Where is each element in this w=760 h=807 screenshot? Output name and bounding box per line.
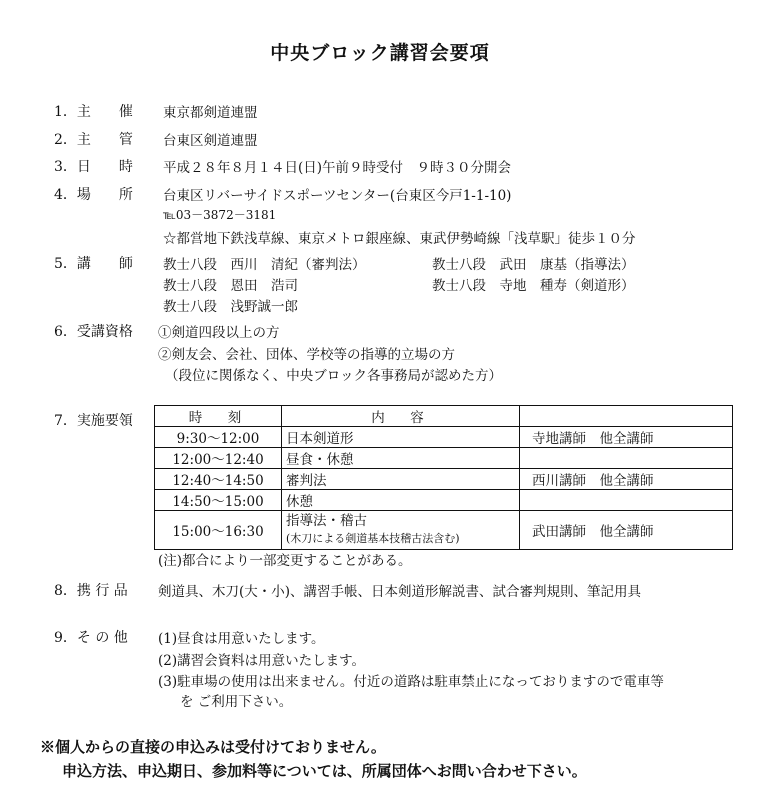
other-1: (1)昼食は用意いたします。	[158, 631, 325, 647]
other-4: を ご利用下さい。	[180, 694, 293, 710]
qualification-2: ②剣友会、会社、団体、学校等の指導的立場の方	[158, 347, 455, 363]
header-teacher	[520, 406, 733, 427]
row-teacher: 寺地講師 他全講師	[520, 427, 733, 448]
row-teacher: 西川講師 他全講師	[520, 469, 733, 490]
table-row	[155, 448, 733, 469]
other-label: 9．そ の 他	[54, 630, 128, 646]
instructor-terachi: 教士八段 寺地 種寿（剣道形）	[432, 278, 635, 294]
row-content: 昼食・休憩	[282, 448, 520, 469]
instructors-label: 5．講 師	[54, 256, 133, 272]
other-3: (3)駐車場の使用は出来ません。付近の道路は駐車禁止になっておりますので電車等	[158, 674, 664, 690]
belongings-label: 8．携 行 品	[54, 583, 128, 599]
other-2: (2)講習会資料は用意いたします。	[158, 653, 366, 669]
instructor-nishikawa: 教士八段 西川 清紀（審判法）	[163, 257, 366, 273]
notice-line-2: 申込方法、申込期日、参加料等については、所属団体へお問い合わせ下さい。	[62, 762, 587, 780]
date-label: 3．日 時	[54, 159, 133, 175]
table-header-row	[155, 406, 733, 427]
sponsor-value: 東京都剣道連盟	[163, 105, 258, 121]
header-time: 時 刻	[155, 406, 282, 427]
row-content-cell	[282, 511, 520, 550]
row-teacher: 武田講師 他全講師	[520, 511, 733, 550]
row-content-sub: (木刀による剣道基本技稽古法含む)	[286, 532, 460, 545]
instructor-onda: 教士八段 恩田 浩司	[163, 278, 298, 294]
row-teacher	[520, 448, 733, 469]
row-content: 日本剣道形	[282, 427, 520, 448]
notice-line-1: ※個人からの直接の申込みは受付けておりません。	[40, 738, 386, 756]
row-content: 審判法	[282, 469, 520, 490]
qualification-label: 6．受講資格	[54, 324, 133, 340]
page-title: 中央ブロック講習会要項	[270, 42, 490, 64]
row-content: 指導法・稽古	[286, 513, 367, 529]
sponsor-label: 1．主 催	[54, 104, 133, 120]
instructor-takeda: 教士八段 武田 康基（指導法）	[432, 257, 635, 273]
table-row	[155, 427, 733, 448]
schedule-note: (注)都合により一部変更することがある。	[158, 553, 412, 569]
venue-phone: ℡03－3872－3181	[163, 208, 277, 222]
row-time: 14:50～15:00	[155, 490, 282, 511]
date-value: 平成２８年８月１４日(日)午前９時受付 ９時３０分開会	[163, 160, 512, 176]
row-time: 9:30～12:00	[155, 427, 282, 448]
qualification-3: （段位に関係なく、中央ブロック各事務局が認めた方）	[165, 368, 502, 384]
row-time: 12:00～12:40	[155, 448, 282, 469]
row-time: 15:00～16:30	[155, 511, 282, 550]
table-row	[155, 511, 733, 550]
table-row	[155, 469, 733, 490]
row-teacher	[520, 490, 733, 511]
instructor-asano: 教士八段 浅野誠一郎	[163, 299, 298, 315]
management-label: 2．主 管	[54, 132, 133, 148]
venue-name: 台東区リバーサイドスポーツセンター(台東区今戸1-1-10)	[163, 188, 512, 204]
belongings-value: 剣道具、木刀(大・小)、講習手帳、日本剣道形解説書、試合審判規則、筆記用具	[158, 584, 642, 600]
venue-label: 4．場 所	[54, 187, 133, 203]
row-content: 休憩	[282, 490, 520, 511]
schedule-table	[154, 405, 733, 550]
qualification-1: ①剣道四段以上の方	[158, 325, 280, 341]
header-content: 内 容	[282, 406, 520, 427]
schedule-label: 7．実施要領	[54, 413, 133, 429]
table-row	[155, 490, 733, 511]
row-time: 12:40～14:50	[155, 469, 282, 490]
management-value: 台東区剣道連盟	[163, 133, 258, 149]
venue-access: ☆都営地下鉄浅草線、東京メトロ銀座線、東武伊勢崎線「浅草駅」徒歩１０分	[163, 231, 636, 247]
